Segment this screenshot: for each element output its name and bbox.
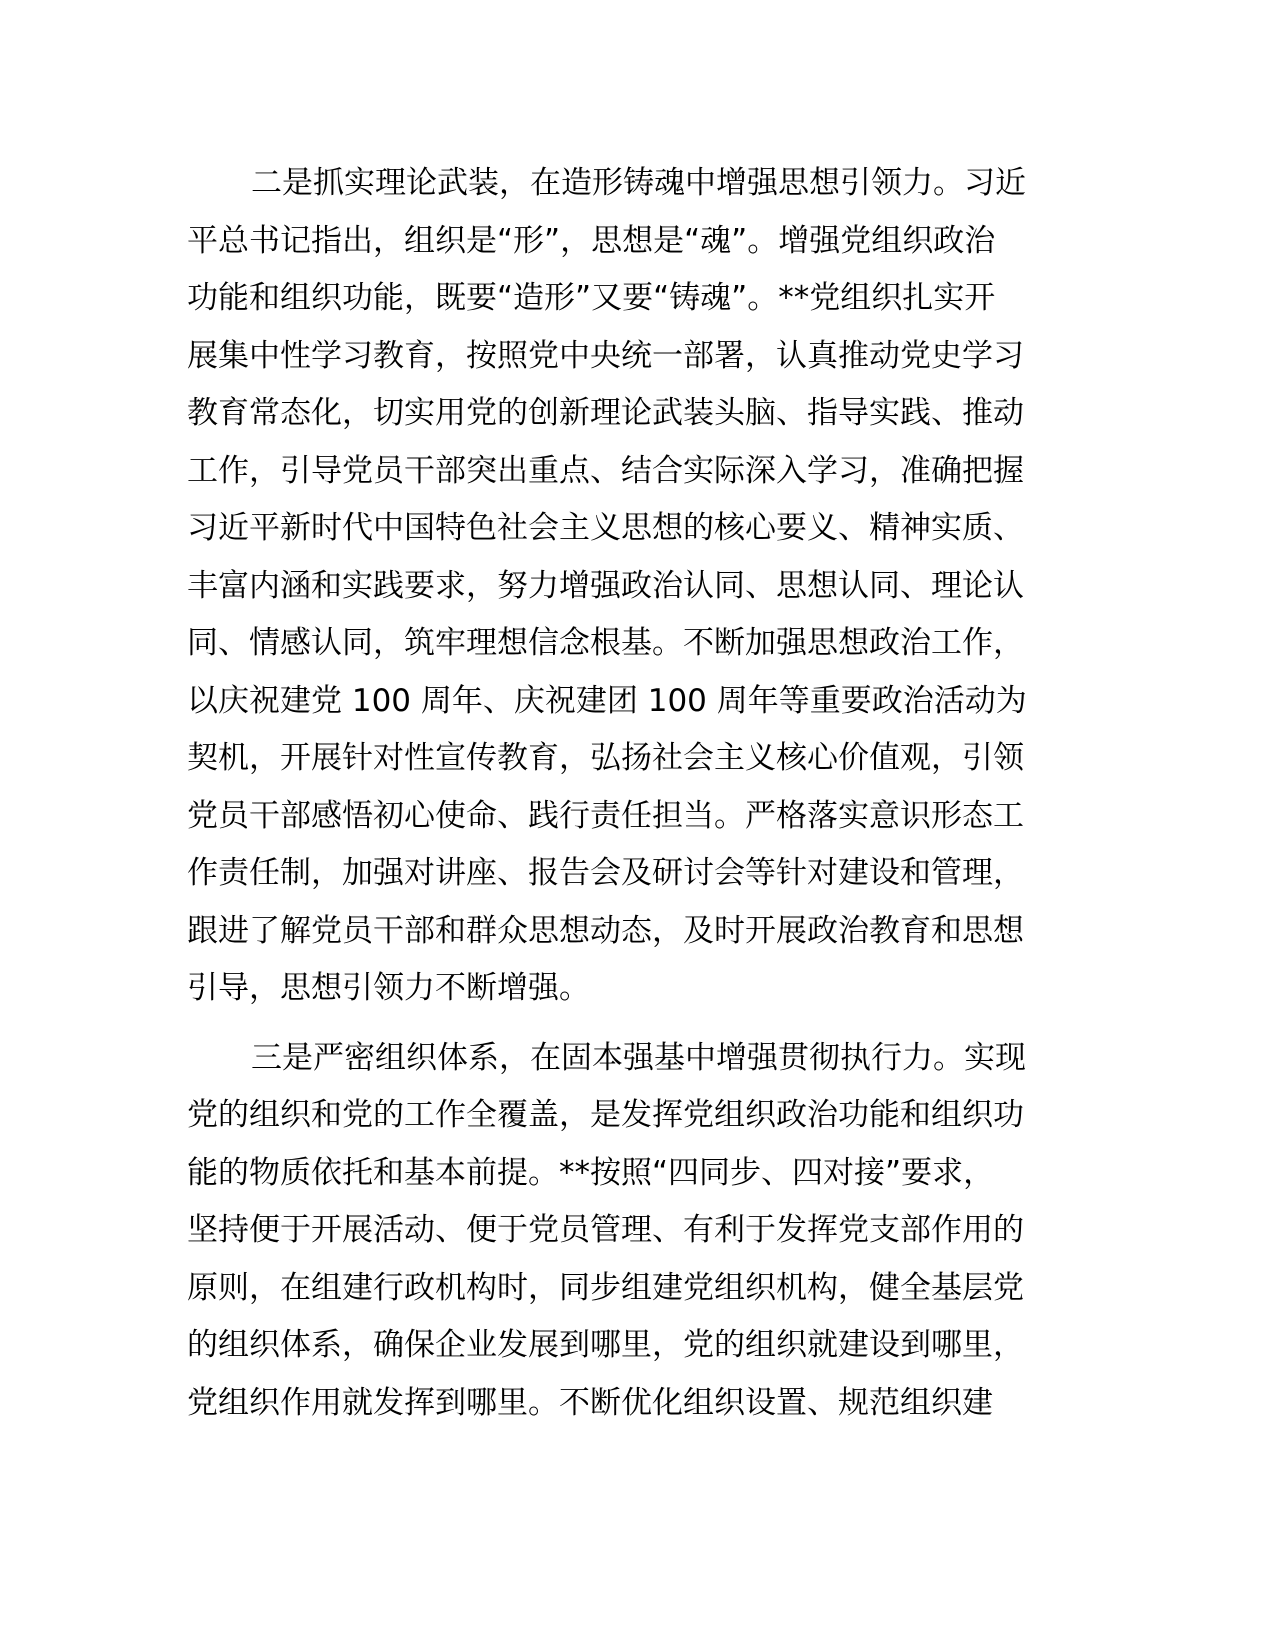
paragraph-theory-arming xyxy=(187,155,1087,1018)
text-line: 展集中性学习教育，按照党中央统一部署，认真推动党史学习 xyxy=(187,337,1024,374)
text-line: 的组织体系，确保企业发展到哪里，党的组织就建设到哪里， xyxy=(187,1327,1024,1363)
text-line: 习近平新时代中国特色社会主义思想的核心要义、精神实质、 xyxy=(187,510,1024,546)
text-line: 引导，思想引领力不断增强。 xyxy=(187,970,590,1006)
text-line: 作责任制，加强对讲座、报告会及研讨会等针对建设和管理， xyxy=(187,855,1024,891)
text-line: 坚持便于开展活动、便于党员管理、有利于发挥党支部作用的 xyxy=(187,1212,1024,1248)
text-line: 三是严密组织体系，在固本强基中增强贯彻执行力。实现 xyxy=(251,1039,1026,1076)
text-line: 丰富内涵和实践要求，努力增强政治认同、思想认同、理论认 xyxy=(187,567,1024,604)
text-line: 二是抓实理论武装，在造形铸魂中增强思想引领力。习近 xyxy=(251,165,1026,201)
paragraph-spacer xyxy=(187,1018,1087,1030)
text-line: 能的物质依托和基本前提。**按照“四同步、四对接”要求， xyxy=(187,1154,995,1191)
text-line: 党员干部感悟初心使命、践行责任担当。严格落实意识形态工 xyxy=(187,797,1024,834)
text-line: 教育常态化，切实用党的创新理论武装头脑、指导实践、推动 xyxy=(187,395,1024,431)
text-line: 同、情感认同，筑牢理想信念根基。不断加强思想政治工作， xyxy=(187,625,1024,661)
text-line: 契机，开展针对性宣传教育，弘扬社会主义核心价值观，引领 xyxy=(187,740,1024,776)
body-text xyxy=(187,155,1087,1432)
text-line: 跟进了解党员干部和群众思想动态，及时开展政治教育和思想 xyxy=(187,912,1024,949)
text-line: 党组织作用就发挥到哪里。不断优化组织设置、规范组织建 xyxy=(187,1384,993,1421)
paragraph-organization-system xyxy=(187,1030,1087,1433)
text-line: 平总书记指出，组织是“形”，思想是“魂”。增强党组织政治 xyxy=(187,222,996,259)
text-line: 工作，引导党员干部突出重点、结合实际深入学习，准确把握 xyxy=(187,452,1024,489)
text-line: 原则，在组建行政机构时，同步组建党组织机构，健全基层党 xyxy=(187,1269,1024,1306)
text-line: 以庆祝建党 100 周年、庆祝建团 100 周年等重要政治活动为 xyxy=(187,682,1027,719)
text-line: 功能和组织功能，既要“造形”又要“铸魂”。**党组织扎实开 xyxy=(187,280,996,316)
text-line: 党的组织和党的工作全覆盖，是发挥党组织政治功能和组织功 xyxy=(187,1097,1024,1133)
